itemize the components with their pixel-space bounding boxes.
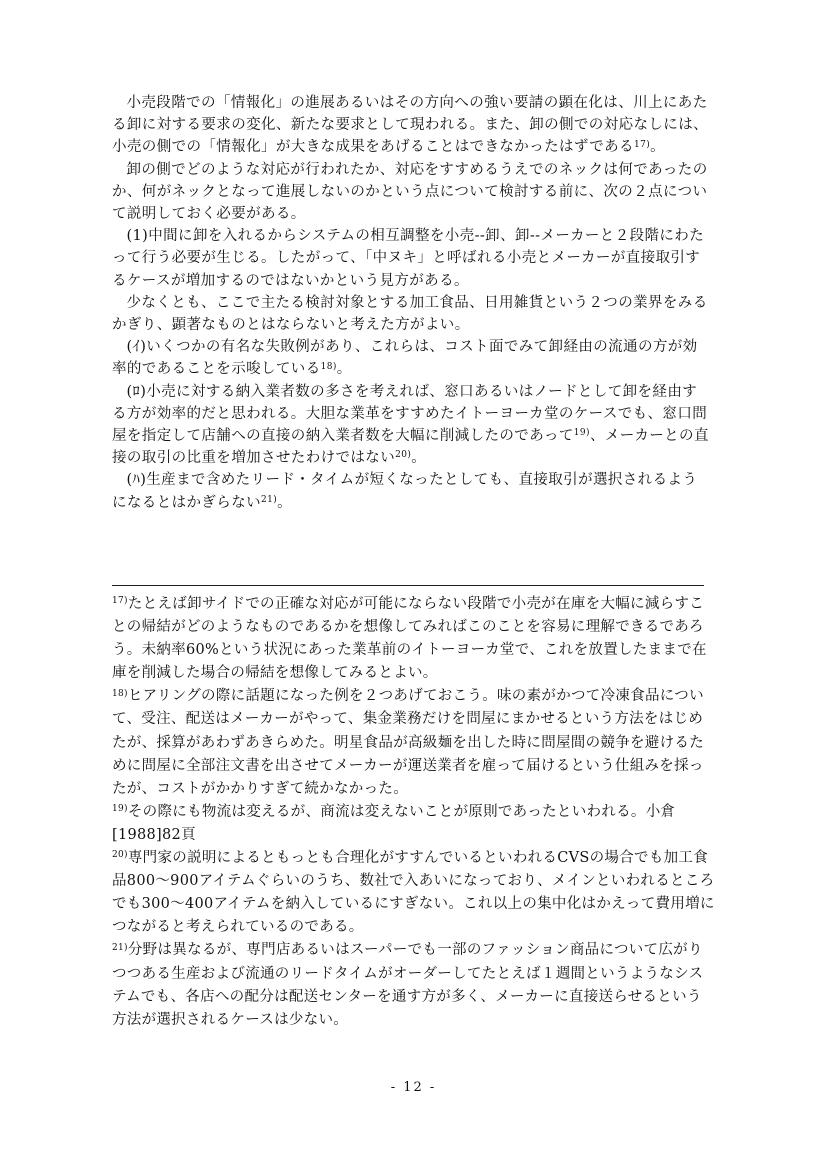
paragraph-5 [112, 336, 712, 380]
paragraph-3-text: (1)中間に卸を入れるからシステムの相互調整を小売--卸、卸--メーカーと２段階にわたって行う必要が生じる。したがって、「中ヌキ」と呼ばれる小売とメーカーが直接取引するケースが増加するのではないかという見方がある。 [112, 228, 705, 289]
footnote-19-text: その際にも物流は変えるが、商流は変えないことが原則であったといわれる。小倉[1988]82頁 [112, 803, 676, 843]
footnote-18-marker: 18) [112, 688, 128, 699]
footnote-17 [112, 593, 716, 685]
paragraph-2 [112, 159, 712, 226]
footnote-ref-18: 18) [320, 361, 337, 372]
body-text [112, 92, 712, 514]
paragraph-1 [112, 92, 712, 159]
paragraph-6-text-b: 、メーカーとの直接の取引の比重を増加させたわけではない [112, 428, 709, 467]
footnotes [112, 593, 716, 1032]
paragraph-1-end: 。 [650, 139, 666, 156]
footnote-21 [112, 939, 716, 1031]
footnote-ref-19: 19) [573, 428, 590, 439]
paragraph-4 [112, 292, 712, 336]
footnote-20-text: 専門家の説明によるともっとも合理化がすすんでいるといわれるCVSの場合でも加工食品800～900アイテムぐらいのうち、数社で入あいになっており、メインといわれるところでも300～400アイテムを納入しているにすぎない。これ以上の集中化はかえって費用増につながると考えられているのである。 [112, 850, 715, 936]
footnote-18 [112, 685, 716, 800]
footnote-17-text: たとえば卸サイドでの正確な対応が可能にならない段階で小売が在庫を大幅に減らすことの帰結がどのようなものであるかを想像してみればこのことを容易に理解できるであろう。未納率60%という状況にあった業革前のイトーヨーカ堂で、これを放置したままで在庫を削減した場合の帰結を想像してみるとよい。 [112, 596, 707, 682]
footnote-ref-20: 20) [395, 450, 412, 461]
paragraph-6 [112, 381, 712, 470]
paragraph-2-text: 卸の側でどのような対応が行われたか、対応をすすめるうえでのネックは何であったのか、何がネックとなって進展しないのかという点について検討する前に、次の２点について説明しておく必要がある。 [112, 161, 708, 223]
paragraph-3 [112, 225, 712, 292]
paragraph-7-end: 。 [277, 494, 293, 511]
footnote-21-text: 分野は異なるが、専門店あるいはスーパーでも一部のファッション商品について広がりつつある生産および流通のリードタイムがオーダーしてたとえば１週間というようなシステムでも、各店への配分は配送センターを通す方が多く、メーカーに直接送らせるという方法が選択されるケースは少ない。 [112, 942, 704, 1028]
footnote-21-marker: 21) [112, 942, 128, 953]
footnote-19 [112, 801, 716, 847]
paragraph-5-end: 。 [336, 361, 352, 378]
paragraph-7 [112, 469, 712, 513]
page-number: - 12 - [390, 1080, 437, 1095]
footnote-separator [112, 585, 704, 586]
paragraph-4-text: 少なくとも、ここで主たる検討対象とする加工食品、日用雑貨という２つの業界をみるかぎり、顕著なものとはならないと考えた方がよい。 [112, 294, 708, 334]
footnote-ref-21: 21) [261, 494, 278, 505]
paragraph-7-text: (ﾊ)生産まで含めたリード・タイムが短くなったとしても、直接取引が選択されるようになるとはかぎらない [112, 472, 698, 511]
footnote-20 [112, 847, 716, 939]
paragraph-5-text: (ｲ)いくつかの有名な失敗例があり、これらは、コスト面でみて卸経由の流通の方が効率的であることを示唆している [112, 339, 698, 378]
paragraph-6-text-a: (ﾛ)小売に対する納入業者数の多さを考えれば、窓口あるいはノードとして卸を経由する方が効率的だと思われる。大胆な業革をすすめたイトーヨーカ堂のケースでも、窓口問屋を指定して店舗への直接の納入業者数を大幅に削減したのであって [112, 383, 708, 445]
footnote-ref-17: 17) [633, 139, 651, 150]
paragraph-1-text: 小売段階での「情報化」の進展あるいはその方向への強い要請の顕在化は、川上にあたる卸に対する要求の変化、新たな要求として現われる。また、卸の側での対応なしには、小売の側での「情報化」が大きな成果をあげることはできなかったはずである [112, 95, 708, 156]
paragraph-6-end: 。 [411, 450, 427, 467]
footnote-18-text: ヒアリングの際に話題になった例を２つあげておこう。味の素がかつて冷凍食品について、受注、配送はメーカーがやって、集金業務だけを問屋にまかせるという方法をはじめたが、採算があわずあきらめた。明星食品が高級麺を出した時に問屋間の競争を避けるために問屋に全部注文書を出させてメーカーが運送業者を雇って届けるという仕組みを採ったが、コストがかかりすぎて続かなかった。 [112, 688, 704, 797]
footnote-19-marker: 19) [112, 804, 128, 815]
footnote-17-marker: 17) [112, 596, 128, 607]
footnote-20-marker: 20) [112, 850, 128, 861]
